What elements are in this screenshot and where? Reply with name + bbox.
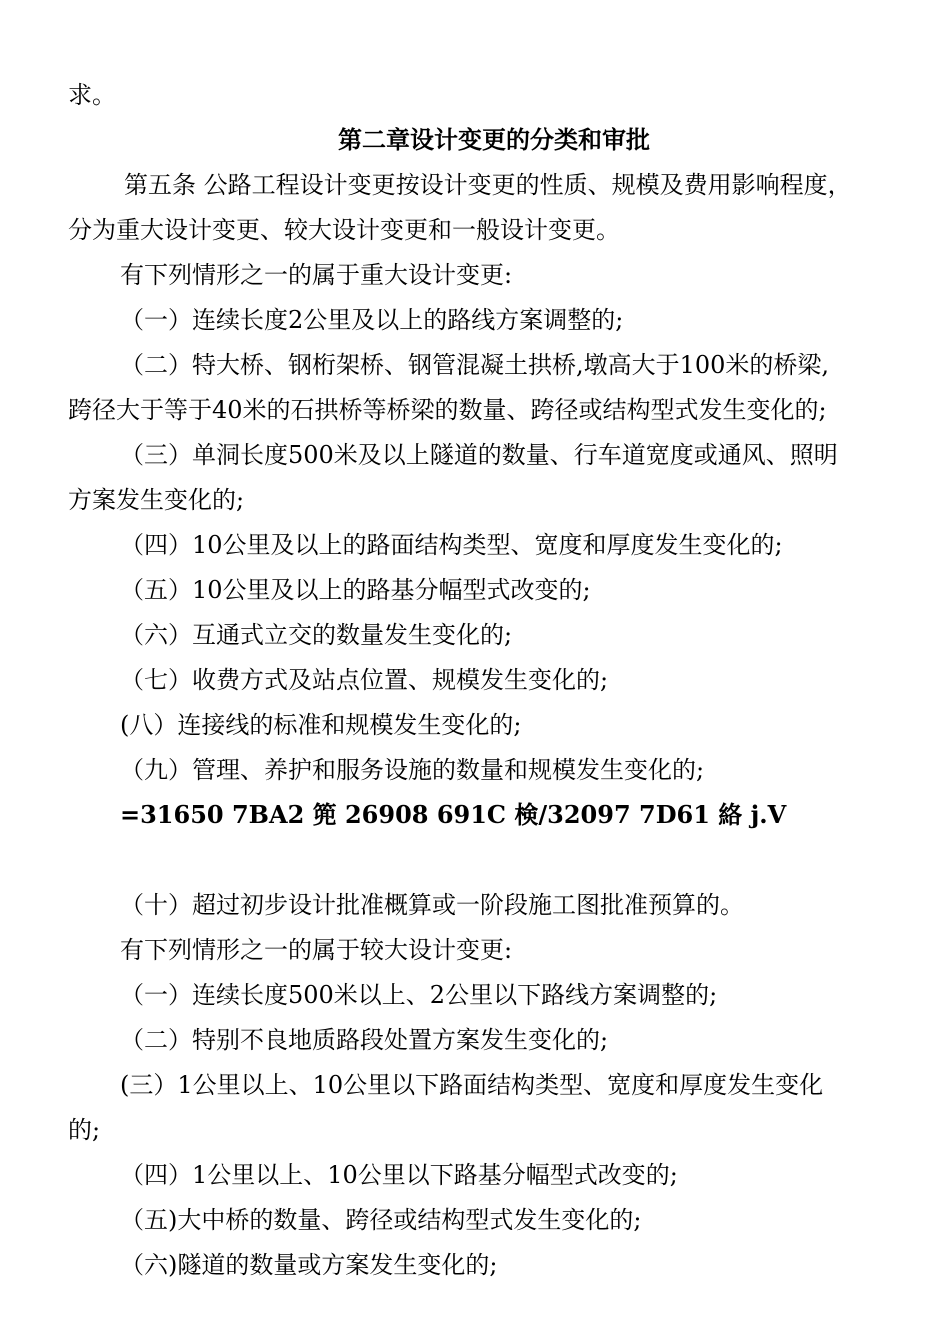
article-five-line-2: 分为重大设计变更、较大设计变更和一般设计变更。 [68,216,620,244]
major-item-7: （七）收费方式及站点位置、规模发生变化的; [120,666,609,694]
moderate-item-4: （四）1公里以上、10公里以下路基分幅型式改变的; [120,1161,678,1189]
major-item-6: （六）互通式立交的数量发生变化的; [120,621,513,649]
moderate-item-6: （六)隧道的数量或方案发生变化的; [120,1251,498,1279]
major-item-8: (八）连接线的标准和规模发生变化的; [120,711,522,739]
major-item-4: （四）10公里及以上的路面结构类型、宽度和厚度发生变化的; [120,531,783,559]
major-item-1: （一）连续长度2公里及以上的路线方案调整的; [120,306,624,334]
major-change-heading: 有下列情形之一的属于重大设计变更: [120,261,513,289]
text-line-continuation: 求。 [68,81,116,109]
major-item-2-line-2: 跨径大于等于40米的石拱桥等桥梁的数量、跨径或结构型式发生变化的; [68,396,827,424]
chapter-title: 第二章设计变更的分类和审批 [338,125,650,154]
major-item-10: （十）超过初步设计批准概算或一阶段施工图批准预算的。 [120,891,744,919]
encoded-text-line: =31650 7BA2 篼 26908 691C 検/32097 7D61 絡 j.V [120,800,787,829]
moderate-item-5: （五)大中桥的数量、跨径或结构型式发生变化的; [120,1206,642,1234]
article-five-line-1: 第五条 公路工程设计变更按设计变更的性质、规模及费用影响程度， [124,171,852,199]
major-item-3-line-1: （三）单洞长度500米及以上隧道的数量、行车道宽度或通风、照明 [120,441,838,469]
moderate-item-3-line-1: (三）1公里以上、10公里以下路面结构类型、宽度和厚度发生变化 [120,1071,824,1099]
moderate-item-2: （二）特别不良地质路段处置方案发生变化的; [120,1026,609,1054]
major-item-5: （五）10公里及以上的路基分幅型式改变的; [120,576,591,604]
major-item-2-line-1: （二）特大桥、钢桁架桥、钢管混凝土拱桥,墩高大于100米的桥梁, [120,351,830,379]
moderate-item-1: （一）连续长度500米以上、2公里以下路线方案调整的; [120,981,718,1009]
major-item-3-line-2: 方案发生变化的; [68,486,245,514]
major-item-9: （九）管理、养护和服务设施的数量和规模发生变化的; [120,756,705,784]
moderate-item-3-line-2: 的; [68,1116,101,1144]
moderate-change-heading: 有下列情形之一的属于较大设计变更: [120,936,513,964]
